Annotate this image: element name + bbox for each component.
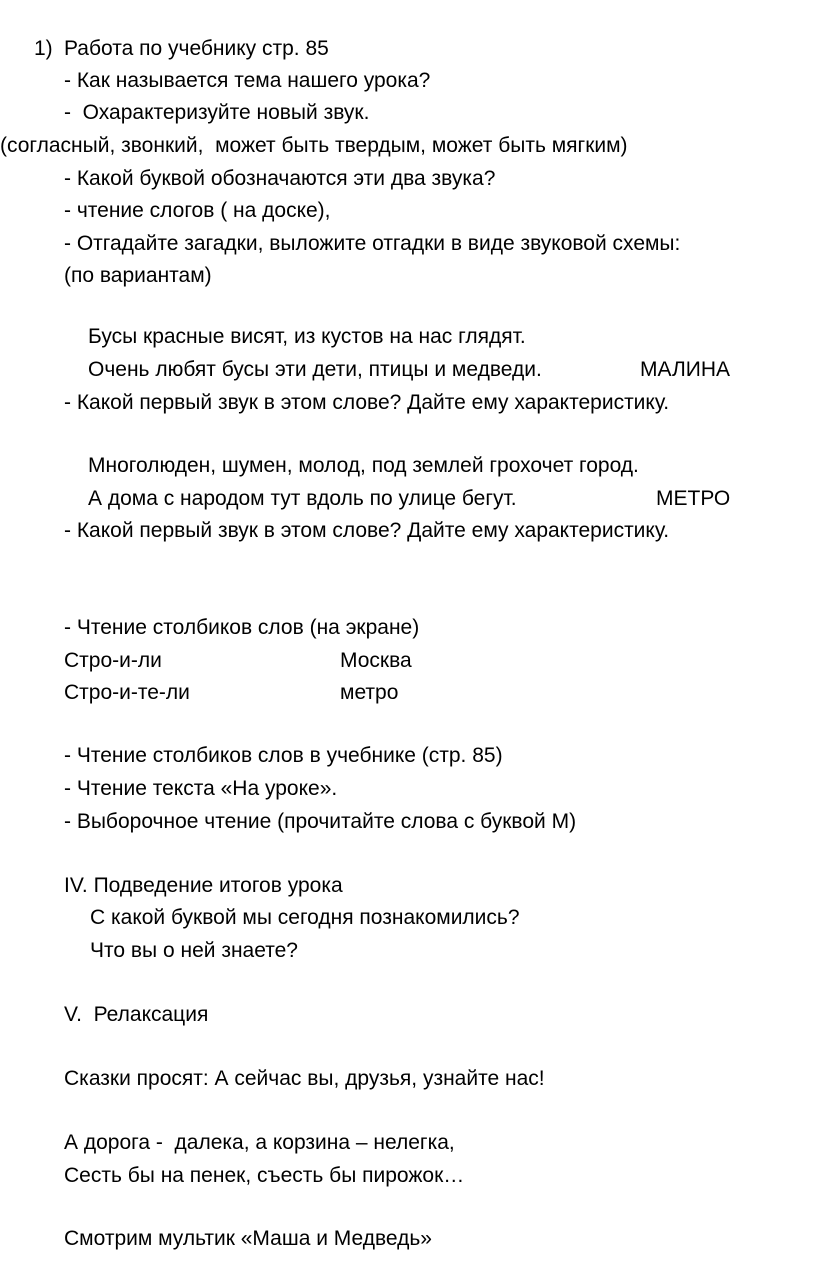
- question-letter: - Какой буквой обозначаются эти два звука?: [64, 167, 496, 190]
- riddles-task-note: (по вариантам): [64, 264, 212, 287]
- riddle1-line1: Бусы красные висят, из кустов на нас глядят.: [88, 325, 526, 348]
- columns-left-word: Стро-и-ли: [64, 649, 162, 672]
- riddle2-answer: МЕТРО: [656, 487, 731, 510]
- syllable-reading: - чтение слогов ( на доске),: [64, 199, 331, 222]
- summary-heading: IV. Подведение итогов урока: [64, 874, 343, 897]
- riddle2-line2: А дома с народом тут вдоль по улице бегут.: [88, 487, 517, 510]
- reading-textbook-columns: - Чтение столбиков слов в учебнике (стр. 85): [64, 744, 503, 767]
- summary-question-letter: С какой буквой мы сегодня познакомились?: [90, 906, 520, 929]
- riddle1-line2: Очень любят бусы эти дети, птицы и медведи.: [88, 358, 542, 381]
- riddle1-question: - Какой первый звук в этом слове? Дайте ему характеристику.: [64, 391, 670, 414]
- relax-tales: Сказки просят: А сейчас вы, друзья, узнайте нас!: [64, 1067, 545, 1090]
- item-title: Работа по учебнику стр. 85: [64, 37, 329, 60]
- relax-verse-line2: Сесть бы на пенек, съесть бы пирожок…: [64, 1164, 465, 1187]
- reading-text: - Чтение текста «На уроке».: [64, 777, 338, 800]
- columns-right-word: Москва: [340, 649, 412, 672]
- reading-selective: - Выборочное чтение (прочитайте слова с буквой М): [64, 810, 577, 833]
- item-number: 1): [34, 37, 53, 60]
- riddles-task: - Отгадайте загадки, выложите отгадки в виде звуковой схемы:: [64, 232, 681, 255]
- sound-characteristics: (согласный, звонкий, может быть твердым, может быть мягким): [0, 134, 628, 157]
- summary-question-know: Что вы о ней знаете?: [90, 939, 298, 962]
- riddle2-line1: Многолюден, шумен, молод, под землей грохочет город.: [88, 454, 639, 477]
- relax-verse-line1: А дорога - далека, а корзина – нелегка,: [64, 1131, 455, 1154]
- riddle2-question: - Какой первый звук в этом слове? Дайте ему характеристику.: [64, 519, 670, 542]
- columns-heading: - Чтение столбиков слов (на экране): [64, 616, 420, 639]
- columns-left-word: Стро-и-те-ли: [64, 681, 190, 704]
- columns-right-word: метро: [340, 681, 399, 704]
- relax-cartoon: Смотрим мультик «Маша и Медведь»: [64, 1227, 432, 1250]
- question-new-sound: - Охарактеризуйте новый звук.: [64, 101, 370, 124]
- riddle1-answer: МАЛИНА: [640, 358, 731, 381]
- relax-heading: V. Релаксация: [64, 1003, 209, 1026]
- question-topic: - Как называется тема нашего урока?: [64, 69, 431, 92]
